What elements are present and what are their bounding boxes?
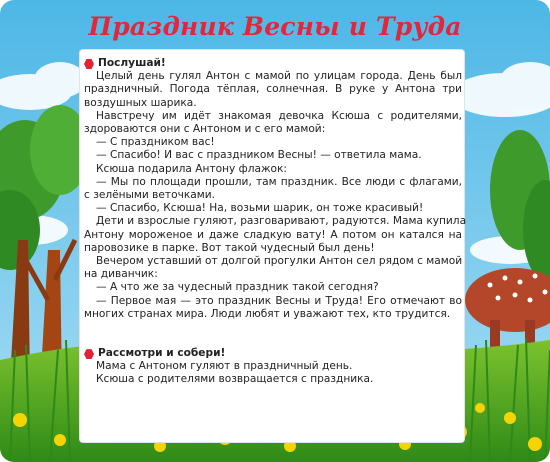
page-title: Праздник Весны и Труда (88, 12, 462, 41)
section-heading-look-label: Рассмотри и собери! (98, 347, 226, 360)
red-hexagon-icon (84, 59, 94, 69)
section-heading-listen (84, 57, 462, 70)
story-line: Навстречу им идёт знакомая девочка Ксюша с родителями, (96, 109, 462, 122)
story-line: — Спасибо, Ксюша! На, возьми шарик, он тоже красивый! (96, 202, 424, 215)
task-line: Ксюша с родителями возвращается с праздника. (96, 373, 374, 386)
story-line: воздушных шарика. (84, 96, 197, 109)
story-text (84, 57, 467, 387)
story-line: Вечером уставший от долгой прогулки Антон сел рядом с мамой (96, 255, 463, 268)
section-spacer (84, 321, 462, 347)
story-line: Ксюша подарила Антону флажок: (96, 162, 287, 175)
story-line: — Спасибо! И вас с праздником Весны! — ответила мама. (96, 149, 422, 162)
red-hexagon-icon (84, 349, 94, 359)
story-line: — С праздником вас! (96, 136, 215, 149)
story-line: Антону мороженое и даже сладкую вату! А потом он катался на (84, 228, 462, 241)
story-line: с зелёными веточками. (84, 189, 215, 202)
story-line: Дети и взрослые гуляют, разговаривают, радуются. Мама купила (96, 215, 467, 228)
story-line: многих странах мира. Люди любят и уважают тех, кто трудится. (84, 307, 451, 320)
story-line: Целый день гулял Антон с мамой по улицам города. День был (96, 70, 462, 83)
task-line: Мама с Антоном гуляют в праздничный день. (96, 360, 353, 373)
story-line: праздничный. Погода тёплая, солнечная. В руке у Антона три (84, 83, 462, 96)
story-line: на диванчик: (84, 268, 158, 281)
story-line: — А что же за чудесный праздник такой сегодня? (96, 281, 379, 294)
section-heading-look (84, 347, 462, 360)
story-line: — Первое мая — это праздник Весны и Труда! Его отмечают во (96, 294, 462, 307)
section-heading-listen-label: Послушай! (98, 57, 166, 69)
story-line: — Мы по площади прошли, там праздник. Все люди с флагами, (96, 175, 462, 188)
story-line: здороваются они с Антоном и с его мамой: (84, 123, 326, 136)
story-line: паровозике в парке. Вот такой чудесный был день! (84, 241, 375, 254)
